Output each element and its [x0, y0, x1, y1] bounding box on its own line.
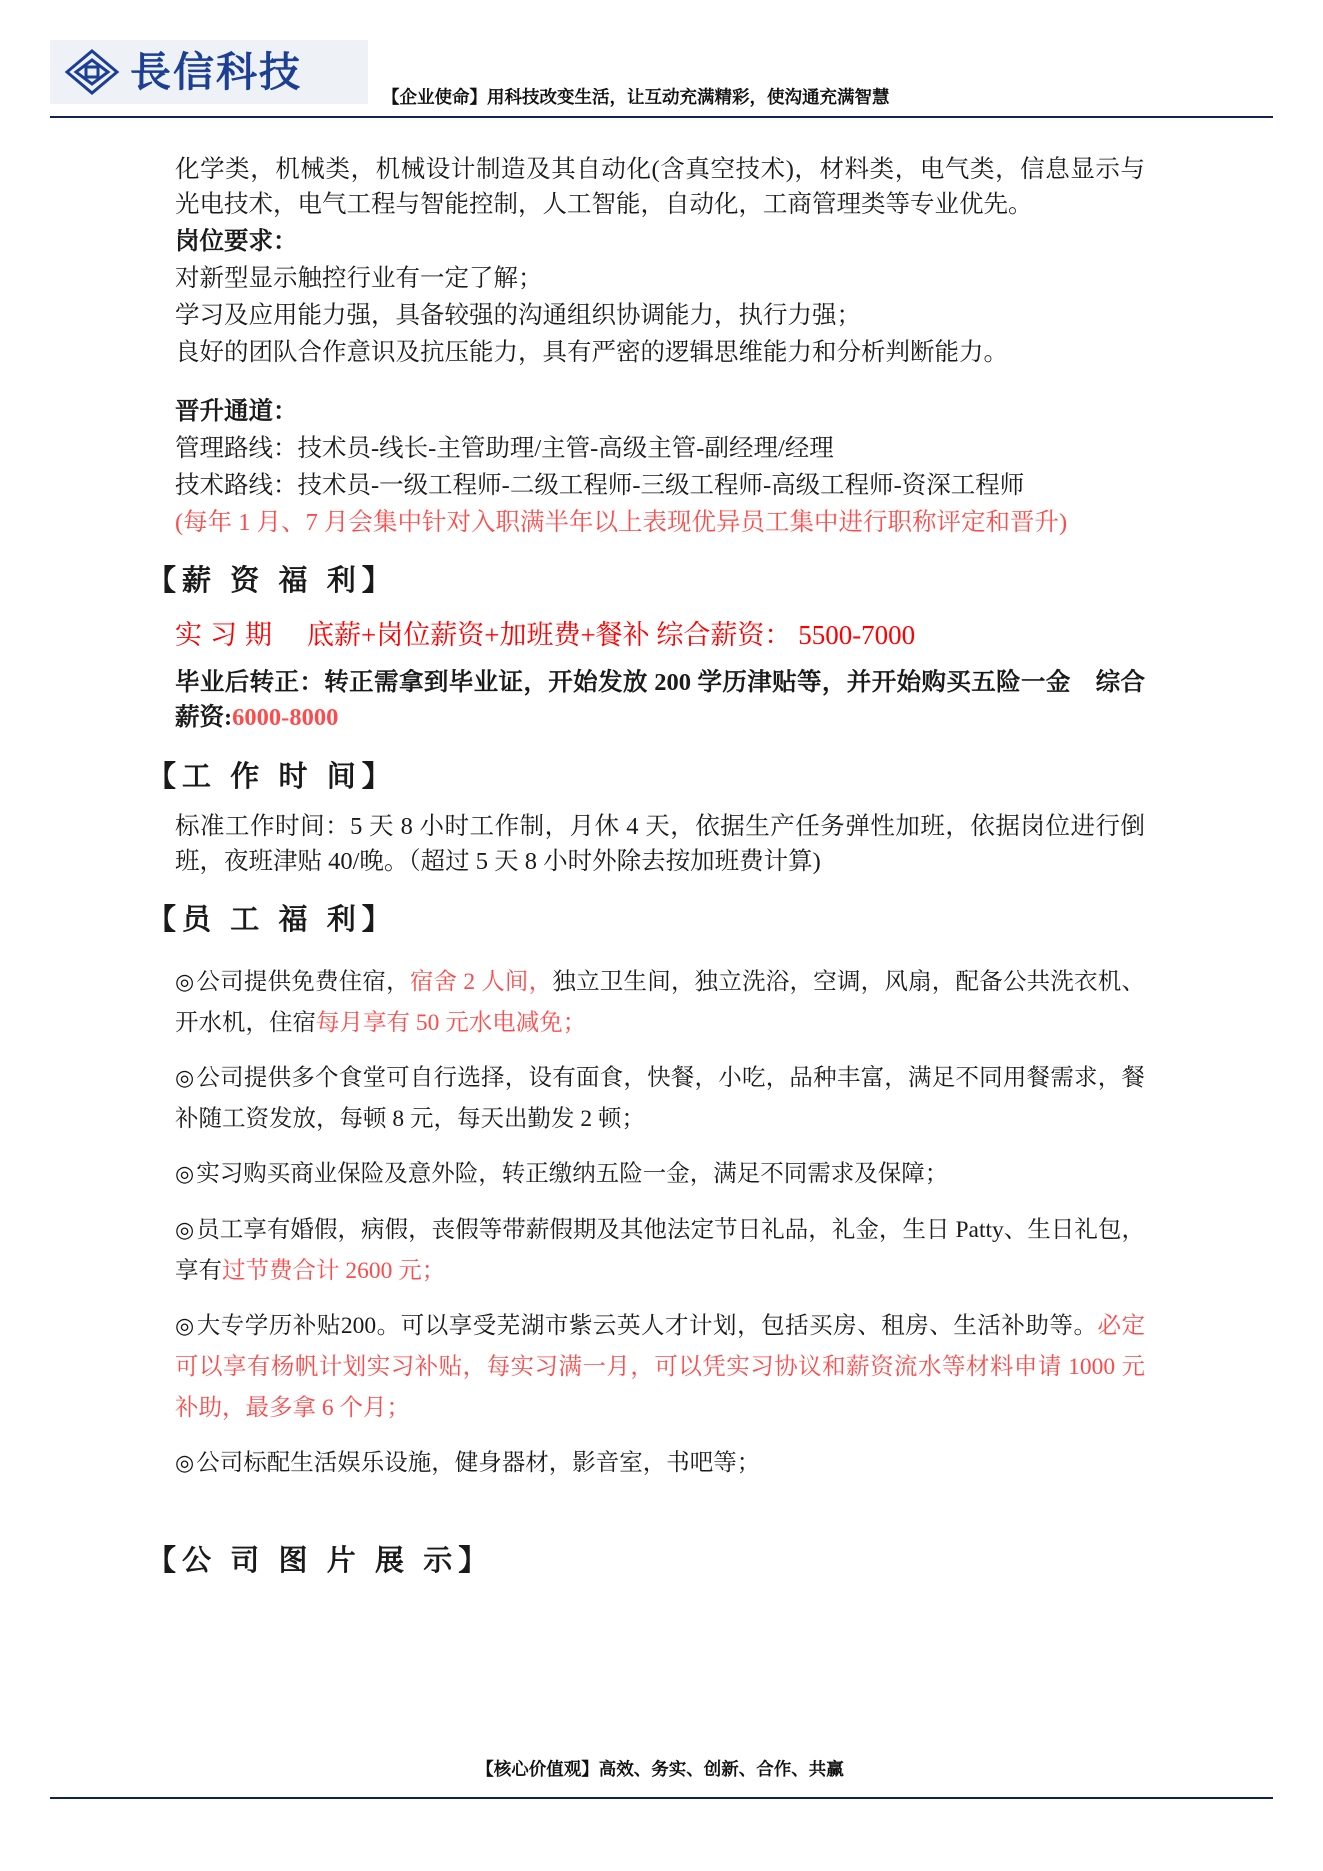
document-header	[50, 40, 1273, 118]
spacer	[175, 372, 1145, 394]
gallery-section-title: 【公 司 图 片 展 示】	[147, 1545, 494, 1578]
welfare-text-run: 员工享有婚假，病假，丧假等带薪假期及其他法定节日礼品，礼金，生日 Patty、生日礼包，享有	[175, 1216, 1146, 1284]
majors-paragraph: 化学类，机械类，机械设计制造及其自动化(含真空技术)，材料类，电气类，信息显示与光电技术，电气工程与智能控制，人工智能，自动化，工商管理类等专业优先。	[175, 156, 1145, 219]
welfare-item	[175, 1154, 1145, 1195]
company-logo-text: 長信科技	[130, 48, 302, 95]
promotion-title: 晋升通道：	[175, 398, 298, 426]
salary-intern-value: 5500-7000	[798, 620, 916, 651]
requirement-line: 对新型显示触控行业有一定了解；	[175, 265, 543, 293]
welfare-text-run: 宿舍 2 人间，	[409, 968, 553, 995]
double-circle-bullet-icon: ◎	[175, 1161, 195, 1187]
worktime-text: 标准工作时间：5 天 8 小时工作制，月休 4 天，依据生产任务弹性加班，依据岗位进行倒班，夜班津贴 40/晚。（超过 5 天 8 小时外除去按加班费计算)	[175, 812, 1145, 875]
header-divider	[50, 116, 1273, 118]
salary-intern-detail: 底薪+岗位薪资+加班费+餐补 综合薪资：	[307, 620, 792, 651]
welfare-section-title: 【员 工 福 利】	[147, 903, 397, 936]
document-body	[147, 152, 1146, 1593]
welfare-item	[175, 1443, 1145, 1484]
document-footer	[175, 1756, 1145, 1799]
welfare-text-run: 独立卫生间，独立洗浴，空调，风扇，配备公共洗衣机、开水机，住宿	[175, 968, 1146, 1037]
welfare-text-run: 实习购买商业保险及意外险，转正缴纳五险一金，满足不同需求及保障；	[196, 1161, 949, 1188]
footer-values-text: 【核心价值观】高效、务实、创新、合作、共赢	[476, 1759, 844, 1779]
spacer	[175, 952, 1145, 962]
welfare-list	[175, 962, 1145, 1484]
welfare-item	[175, 962, 1145, 1044]
welfare-item	[175, 1058, 1145, 1140]
requirements-title: 岗位要求：	[175, 228, 298, 256]
salary-formal-text: 转正需拿到毕业证，开始发放 200 学历津贴等，并开始购买五险一金 综合薪资:	[175, 669, 1146, 732]
promotion-line: 管理路线：技术员-线长-主管助理/主管-高级主管-副经理/经理	[175, 435, 834, 463]
requirement-line: 良好的团队合作意识及抗压能力，具有严密的逻辑思维能力和分析判断能力。	[175, 339, 1008, 367]
promotion-line: 技术路线：技术员-一级工程师-二级工程师-三级工程师-高级工程师-资深工程师	[175, 472, 1025, 500]
welfare-text-run: 每月享有 50 元水电减免；	[316, 1010, 587, 1037]
double-circle-bullet-icon: ◎	[175, 1216, 195, 1242]
promotion-note: (每年 1 月、7 月会集中针对入职满半年以上表现优异员工集中进行职称评定和晋升)	[175, 509, 1068, 537]
salary-formal-line	[175, 666, 1145, 736]
welfare-text-run: 公司标配生活娱乐设施，健身器材，影音室，书吧等；	[196, 1450, 761, 1477]
double-circle-bullet-icon: ◎	[175, 1450, 195, 1476]
welfare-text-run: 必定可以享有杨帆计划实习补贴，每实习满一月，可以凭实习协议和薪资流水等材料申请 1000 元补助，最多拿 6 个月；	[175, 1312, 1146, 1422]
double-circle-bullet-icon: ◎	[175, 1312, 195, 1338]
salary-intern-label: 实习期	[175, 620, 280, 651]
welfare-text-run: 过节费合计 2600 元；	[222, 1257, 446, 1284]
welfare-text-run: 公司提供多个食堂可自行选择，设有面食，快餐，小吃，品种丰富，满足不同用餐需求，餐补随工资发放，每顿 8 元，每天出勤发 2 顿；	[175, 1065, 1145, 1133]
welfare-item	[175, 1210, 1145, 1292]
header-slogan: 【企业使命】用科技改变生活，让互动充满精彩，使沟通充满智慧	[382, 87, 890, 107]
double-circle-bullet-icon: ◎	[175, 968, 195, 994]
salary-formal-value: 6000-8000	[232, 704, 339, 732]
double-circle-bullet-icon: ◎	[175, 1065, 195, 1091]
welfare-text-run: 大专学历补贴200。可以享受芜湖市紫云英人才计划，包括买房、租房、生活补助等。	[196, 1312, 1098, 1339]
worktime-section-title: 【工 作 时 间】	[147, 760, 397, 793]
footer-divider	[50, 1797, 1273, 1799]
salary-section-title: 【薪 资 福 利】	[147, 565, 397, 598]
company-logo	[50, 40, 368, 104]
spacer	[175, 1498, 1145, 1520]
company-diamond-logo-icon	[64, 48, 120, 96]
welfare-text-run: 公司提供免费住宿，	[196, 968, 410, 995]
requirement-line: 学习及应用能力强，具备较强的沟通组织协调能力，执行力强；	[175, 302, 861, 330]
salary-formal-prefix: 毕业后转正：	[175, 669, 325, 697]
welfare-item	[175, 1306, 1145, 1429]
salary-intern-line	[175, 613, 1145, 652]
